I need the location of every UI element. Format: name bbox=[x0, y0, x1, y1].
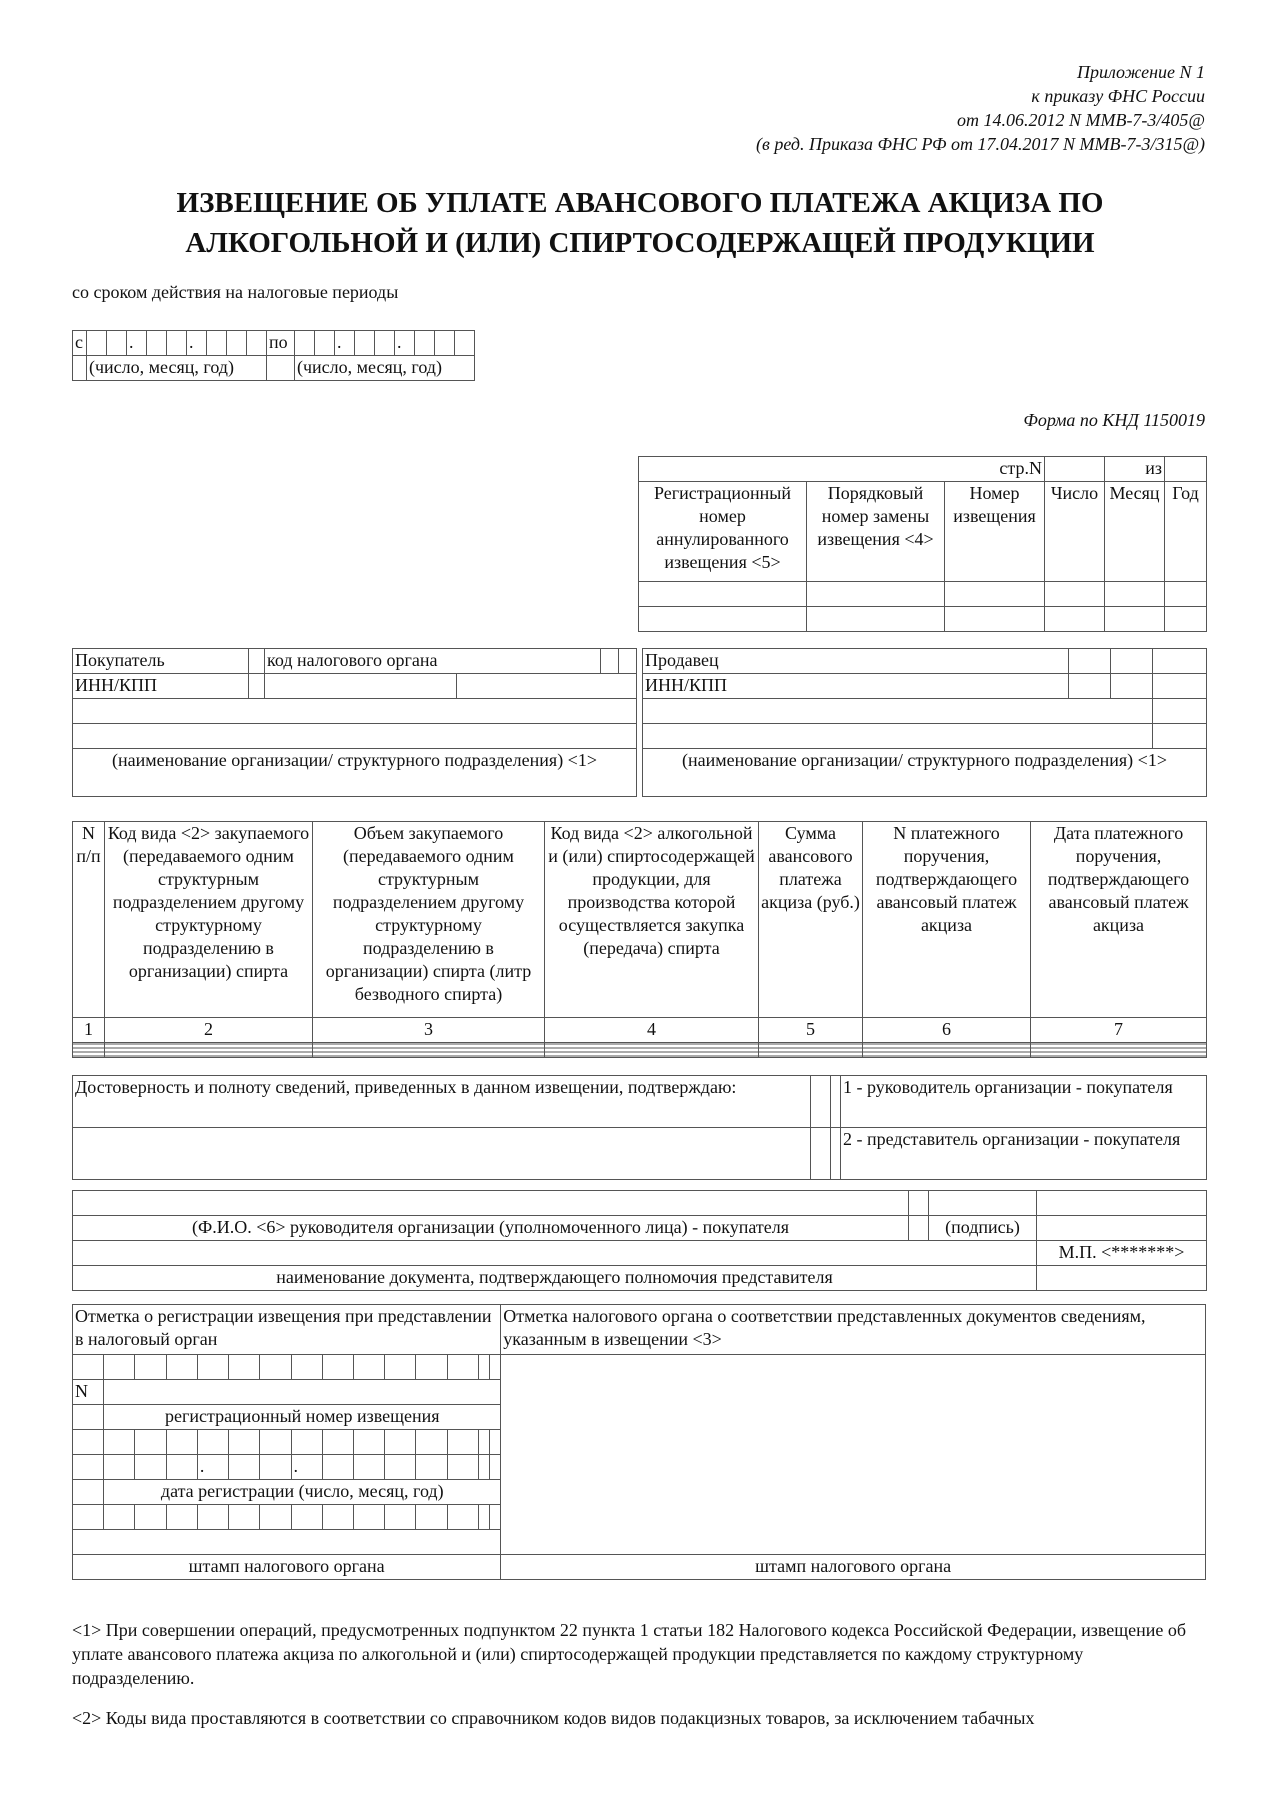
reg-number-field[interactable] bbox=[104, 1380, 501, 1405]
date-cell[interactable] bbox=[147, 331, 167, 356]
reg-cell[interactable] bbox=[478, 1430, 489, 1455]
confirmation-text: Достоверность и полноту сведений, приведенных в данном извещении, подтверждаю: bbox=[73, 1076, 811, 1128]
registration-right-title: Отметка налогового органа о соответствии представленных документов сведениям, указанным в извещении <3> bbox=[501, 1305, 1206, 1355]
seller-cell[interactable] bbox=[1069, 649, 1111, 674]
buyer-inn-label: ИНН/КПП bbox=[73, 674, 249, 699]
page-of-label: из bbox=[1105, 457, 1165, 482]
reg-cell[interactable] bbox=[229, 1355, 260, 1380]
stamp-placeholder: М.П. <*******> bbox=[1037, 1241, 1207, 1266]
reg-cell[interactable] bbox=[104, 1430, 135, 1455]
reg-cell[interactable] bbox=[260, 1355, 291, 1380]
signer-option-2: 2 - представитель организации - покупателя bbox=[841, 1128, 1207, 1180]
reg-cell[interactable] bbox=[135, 1355, 166, 1380]
tax-authority-mark-area[interactable] bbox=[501, 1355, 1206, 1555]
input-cell[interactable] bbox=[945, 582, 1045, 607]
confirmation-table bbox=[72, 1075, 1207, 1180]
reg-cell[interactable] bbox=[73, 1430, 104, 1455]
buyer-name-field[interactable] bbox=[73, 699, 637, 724]
page-number-cell[interactable] bbox=[1045, 457, 1105, 482]
signature-field[interactable] bbox=[929, 1191, 1037, 1216]
page-number-label: стр.N bbox=[639, 457, 1045, 482]
reg-cell[interactable] bbox=[322, 1505, 353, 1530]
period-table bbox=[72, 330, 475, 381]
header-line3: от 14.06.2012 N ММВ-7-3/405@ bbox=[956, 110, 1205, 130]
reg-cell[interactable] bbox=[135, 1430, 166, 1455]
reg-cell[interactable] bbox=[166, 1355, 197, 1380]
col-year: Год bbox=[1165, 482, 1207, 582]
col-header-number: N п/п bbox=[73, 822, 105, 1018]
date-cell[interactable] bbox=[416, 1455, 447, 1480]
date-cell[interactable] bbox=[260, 1455, 291, 1480]
header-line2: к приказу ФНС России bbox=[1031, 86, 1205, 106]
col-replace-number: Порядковый номер замены извещения <4> bbox=[807, 482, 945, 582]
reg-cell[interactable] bbox=[229, 1430, 260, 1455]
input-cell[interactable] bbox=[1165, 607, 1207, 632]
registration-number-table bbox=[638, 456, 1207, 632]
buyer-kpp-field[interactable] bbox=[457, 674, 637, 699]
reg-cell[interactable] bbox=[353, 1355, 384, 1380]
date-cell[interactable] bbox=[87, 331, 107, 356]
reg-cell[interactable] bbox=[260, 1430, 291, 1455]
col-header-payment-order: N платежного поручения, подтверждающего авансовый платеж акциза bbox=[863, 822, 1031, 1018]
reg-cell[interactable] bbox=[416, 1430, 447, 1455]
reg-cell[interactable] bbox=[197, 1355, 228, 1380]
reg-cell[interactable] bbox=[104, 1355, 135, 1380]
reg-cell[interactable] bbox=[353, 1430, 384, 1455]
col-header-spirit-code: Код вида <2> закупаемого (передаваемого одним структурным подразделением другому структурному подразделению в организации) спирта bbox=[105, 822, 313, 1018]
reg-cell[interactable] bbox=[291, 1355, 322, 1380]
reg-cell[interactable] bbox=[197, 1430, 228, 1455]
table-row[interactable] bbox=[73, 1043, 105, 1058]
date-cell[interactable] bbox=[166, 1455, 197, 1480]
authority-document-field[interactable] bbox=[73, 1241, 1037, 1266]
date-cell[interactable] bbox=[295, 331, 315, 356]
reg-cell[interactable] bbox=[385, 1505, 416, 1530]
title-line1: ИЗВЕЩЕНИЕ ОБ УПЛАТЕ АВАНСОВОГО ПЛАТЕЖА АКЦИЗА ПО bbox=[176, 187, 1104, 219]
page-total-cell[interactable] bbox=[1165, 457, 1207, 482]
table-row[interactable] bbox=[313, 1043, 545, 1058]
col-number: 5 bbox=[759, 1018, 863, 1043]
input-cell[interactable] bbox=[807, 582, 945, 607]
reg-cell[interactable] bbox=[291, 1505, 322, 1530]
seller-cell[interactable] bbox=[1069, 674, 1111, 699]
excise-payment-table bbox=[72, 821, 1207, 1058]
reg-cell[interactable] bbox=[447, 1430, 478, 1455]
reg-cell[interactable] bbox=[385, 1430, 416, 1455]
buyer-name-hint: (наименование организации/ структурного подразделения) <1> bbox=[73, 749, 637, 797]
period-from-label: с bbox=[73, 331, 87, 356]
col-number: 6 bbox=[863, 1018, 1031, 1043]
tax-registration-table bbox=[72, 1304, 1206, 1580]
reg-cell[interactable] bbox=[166, 1430, 197, 1455]
date-cell[interactable] bbox=[322, 1455, 353, 1480]
date-cell[interactable] bbox=[375, 331, 395, 356]
buyer-inn-field[interactable] bbox=[265, 674, 457, 699]
date-dot: . bbox=[197, 1455, 228, 1480]
signer-type-cell[interactable] bbox=[811, 1076, 831, 1128]
date-hint-from: (число, месяц, год) bbox=[87, 356, 267, 381]
date-cell[interactable] bbox=[167, 331, 187, 356]
tax-code-cell[interactable] bbox=[619, 649, 637, 674]
confirmation-blank[interactable] bbox=[73, 1128, 811, 1180]
buyer-label: Покупатель bbox=[73, 649, 249, 674]
header-line4: (в ред. Приказа ФНС РФ от 17.04.2017 N ММВ-7-3/315@) bbox=[756, 134, 1205, 154]
fio-field[interactable] bbox=[73, 1191, 909, 1216]
date-cell[interactable] bbox=[353, 1455, 384, 1480]
reg-cell[interactable] bbox=[478, 1505, 489, 1530]
date-cell[interactable] bbox=[104, 1455, 135, 1480]
reg-cell[interactable] bbox=[229, 1505, 260, 1530]
signature-table bbox=[72, 1190, 1207, 1291]
reg-cell[interactable] bbox=[489, 1430, 500, 1455]
date-cell[interactable] bbox=[455, 331, 475, 356]
title-line2: АЛКОГОЛЬНОЙ И (ИЛИ) СПИРТОСОДЕРЖАЩЕЙ ПРОДУКЦИИ bbox=[185, 227, 1095, 259]
document-title bbox=[0, 183, 1280, 263]
buyer-table bbox=[72, 648, 637, 797]
date-cell[interactable] bbox=[107, 331, 127, 356]
reg-cell[interactable] bbox=[73, 1530, 501, 1555]
table-row[interactable] bbox=[759, 1043, 863, 1058]
reg-cell[interactable] bbox=[73, 1505, 104, 1530]
footnote-1: <1> При совершении операций, предусмотренных подпунктом 22 пункта 1 статьи 182 Налогового кодекса Российской Федерации, извещение об уплате авансового платежа акциза по алкогольной и (или) спиртосодержащей продукции представляется по каждому структурному подразделению. bbox=[72, 1620, 1186, 1688]
reg-cell[interactable] bbox=[166, 1505, 197, 1530]
date-cell[interactable] bbox=[229, 1455, 260, 1480]
reg-cell[interactable] bbox=[478, 1355, 489, 1380]
date-cell[interactable] bbox=[247, 331, 267, 356]
date-dot: . bbox=[395, 331, 415, 356]
registration-left-title: Отметка о регистрации извещения при представлении в налоговый орган bbox=[73, 1305, 501, 1355]
reg-cell[interactable] bbox=[416, 1505, 447, 1530]
col-number: 2 bbox=[105, 1018, 313, 1043]
reg-cell[interactable] bbox=[73, 1355, 104, 1380]
header-line1: Приложение N 1 bbox=[1076, 62, 1205, 82]
reg-cell[interactable] bbox=[104, 1505, 135, 1530]
seller-label: Продавец bbox=[643, 649, 1069, 674]
input-cell[interactable] bbox=[1105, 607, 1165, 632]
reg-cell[interactable] bbox=[385, 1355, 416, 1380]
footnote-2: <2> Коды вида проставляются в соответствии со справочником кодов видов подакцизных товаров, за исключением табачных bbox=[72, 1708, 1035, 1728]
date-cell[interactable] bbox=[135, 1455, 166, 1480]
seller-name-hint: (наименование организации/ структурного подразделения) <1> bbox=[643, 749, 1207, 797]
date-dot: . bbox=[127, 331, 147, 356]
stamp-right-label: штамп налогового органа bbox=[501, 1555, 1206, 1580]
col-number: 7 bbox=[1031, 1018, 1207, 1043]
seller-cell[interactable] bbox=[1111, 649, 1153, 674]
seller-cell[interactable] bbox=[1153, 649, 1207, 674]
table-row[interactable] bbox=[545, 1043, 759, 1058]
col-header-amount: Сумма авансового платежа акциза (руб.) bbox=[759, 822, 863, 1018]
reg-cell[interactable] bbox=[489, 1355, 500, 1380]
date-dot: . bbox=[291, 1455, 322, 1480]
registration-date-hint: дата регистрации (число, месяц, год) bbox=[104, 1480, 501, 1505]
reg-cell[interactable] bbox=[260, 1505, 291, 1530]
reg-cell[interactable] bbox=[447, 1505, 478, 1530]
date-hint-to: (число, месяц, год) bbox=[295, 356, 475, 381]
period-label: со сроком действия на налоговые периоды bbox=[72, 282, 399, 302]
reg-cell[interactable] bbox=[135, 1505, 166, 1530]
period-to-label: по bbox=[267, 331, 295, 356]
seller-cell[interactable] bbox=[1111, 674, 1153, 699]
reg-cell[interactable] bbox=[197, 1505, 228, 1530]
col-notice-number: Номер извещения bbox=[945, 482, 1045, 582]
signature-hint: (подпись) bbox=[929, 1216, 1037, 1241]
reg-n-label: N bbox=[73, 1380, 104, 1405]
seller-table bbox=[642, 648, 1207, 797]
date-cell[interactable] bbox=[207, 331, 227, 356]
reg-cell[interactable] bbox=[322, 1430, 353, 1455]
input-cell[interactable] bbox=[807, 607, 945, 632]
authority-document-hint: наименование документа, подтверждающего полномочия представителя bbox=[73, 1266, 1037, 1291]
reg-cell[interactable] bbox=[416, 1355, 447, 1380]
reg-number-hint: регистрационный номер извещения bbox=[104, 1405, 501, 1430]
appendix-header bbox=[756, 60, 1205, 156]
date-cell[interactable] bbox=[315, 331, 335, 356]
input-cell[interactable] bbox=[945, 607, 1045, 632]
col-number: 4 bbox=[545, 1018, 759, 1043]
reg-cell[interactable] bbox=[353, 1505, 384, 1530]
date-cell[interactable] bbox=[355, 331, 375, 356]
reg-cell[interactable] bbox=[447, 1355, 478, 1380]
col-number: 3 bbox=[313, 1018, 545, 1043]
col-header-product-code: Код вида <2> алкогольной и (или) спиртосодержащей продукции, для производства которой осуществляется закупка (передача) спирта bbox=[545, 822, 759, 1018]
date-cell[interactable] bbox=[435, 331, 455, 356]
col-month: Месяц bbox=[1105, 482, 1165, 582]
col-header-volume: Объем закупаемого (передаваемого одним структурным подразделением другому структурному подразделению в организации) спирта (литр безводного спирта) bbox=[313, 822, 545, 1018]
input-cell[interactable] bbox=[639, 582, 807, 607]
seller-name-field[interactable] bbox=[643, 699, 1153, 724]
table-row[interactable] bbox=[105, 1043, 313, 1058]
tax-authority-code-label: код налогового органа bbox=[265, 649, 601, 674]
date-cell[interactable] bbox=[385, 1455, 416, 1480]
col-day: Число bbox=[1045, 482, 1105, 582]
col-number: 1 bbox=[73, 1018, 105, 1043]
table-row[interactable] bbox=[863, 1043, 1031, 1058]
reg-cell[interactable] bbox=[291, 1430, 322, 1455]
table-row[interactable] bbox=[1031, 1043, 1207, 1058]
date-cell[interactable] bbox=[415, 331, 435, 356]
input-cell[interactable] bbox=[1165, 582, 1207, 607]
tax-code-cell[interactable] bbox=[601, 649, 619, 674]
input-cell[interactable] bbox=[1045, 582, 1105, 607]
seller-inn-label: ИНН/КПП bbox=[643, 674, 1069, 699]
form-code: Форма по КНД 1150019 bbox=[1023, 410, 1205, 430]
seller-cell[interactable] bbox=[1153, 674, 1207, 699]
reg-cell[interactable] bbox=[489, 1505, 500, 1530]
date-dot: . bbox=[187, 331, 207, 356]
stamp-left-label: штамп налогового органа bbox=[73, 1555, 501, 1580]
col-cancelled-notice: Регистрационный номер аннулированного извещения <5> bbox=[639, 482, 807, 582]
input-cell[interactable] bbox=[639, 607, 807, 632]
buyer-name-field[interactable] bbox=[73, 724, 637, 749]
date-dot: . bbox=[335, 331, 355, 356]
input-cell[interactable] bbox=[1105, 582, 1165, 607]
reg-cell[interactable] bbox=[322, 1355, 353, 1380]
input-cell[interactable] bbox=[1045, 607, 1105, 632]
col-header-payment-date: Дата платежного поручения, подтверждающего авансовый платеж акциза bbox=[1031, 822, 1207, 1018]
date-cell[interactable] bbox=[227, 331, 247, 356]
fio-hint: (Ф.И.О. <6> руководителя организации (уполномоченного лица) - покупателя bbox=[73, 1216, 909, 1241]
signer-option-1: 1 - руководитель организации - покупателя bbox=[841, 1076, 1207, 1128]
seller-name-field[interactable] bbox=[643, 724, 1153, 749]
